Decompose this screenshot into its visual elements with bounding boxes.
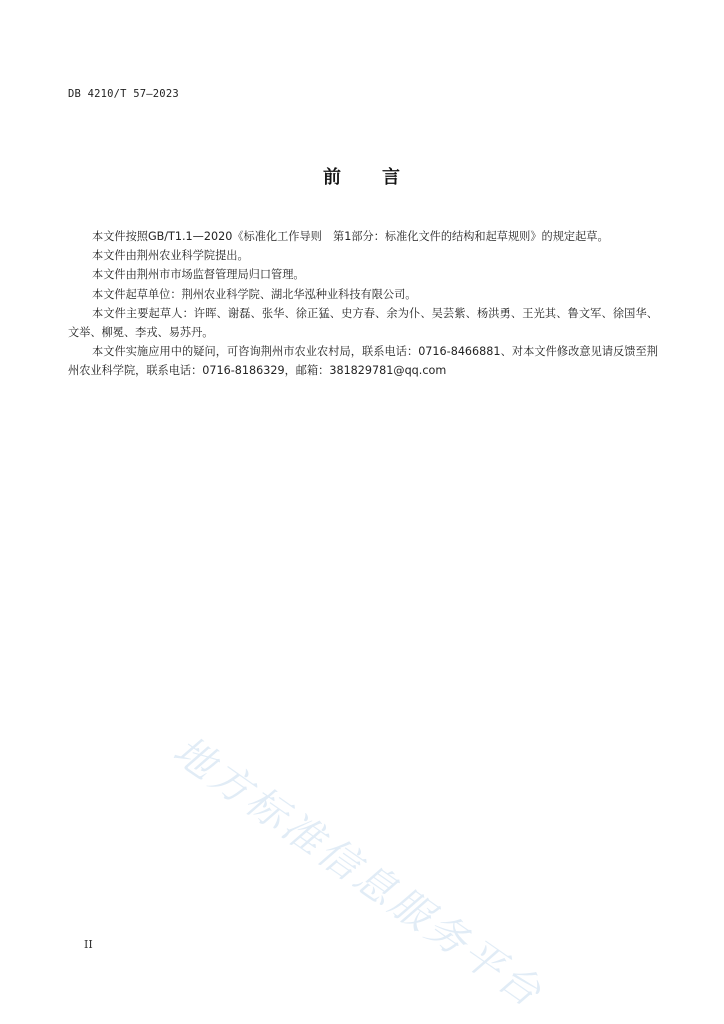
title-part-1: 前 [323,167,342,188]
paragraph-contact: 本文件实施应用中的疑问，可咨询荆州市农业农村局，联系电话：0716-8466881、对本文件修改意见请反馈至荆州农业科学院，联系电话：0716-8186329，邮箱：381829781@qq.com [68,345,658,378]
paragraph-drafting-units: 本文件起草单位：荆州农业科学院、湖北华泓种业科技有限公司。 [92,287,417,301]
watermark: 地方标准信息服务平台 [164,727,552,1018]
paragraph-drafting-rules: 本文件按照GB/T1.1—2020《标准化工作导则 第1部分：标准化文件的结构和起草规则》的规定起草。 [92,230,609,243]
foreword-body [68,227,658,381]
paragraph-proposer: 本文件由荆州农业科学院提出。 [92,249,249,263]
paragraph-drafters: 本文件主要起草人：许晖、谢磊、张华、徐正猛、史方春、余为仆、吴芸紫、杨洪勇、王光其、鲁文军、徐国华、文举、柳冕、李戎、易苏丹。 [68,306,658,340]
paragraph-administrator: 本文件由荆州市市场监督管理局归口管理。 [92,268,305,282]
document-code: DB 4210/T 57—2023 [68,88,179,100]
title-part-2: 言 [382,167,401,188]
page-title [0,163,724,189]
page-number: II [84,938,93,951]
